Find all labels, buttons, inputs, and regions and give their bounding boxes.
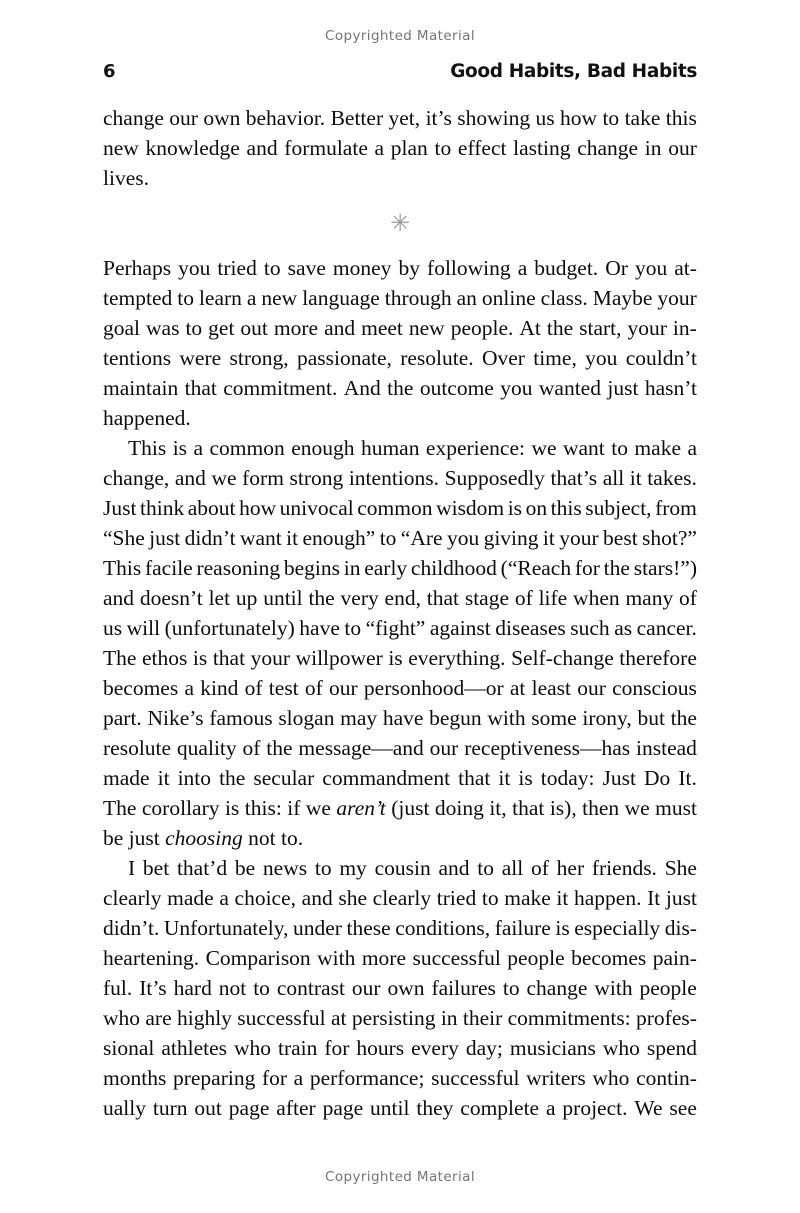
text-line: Perhaps you tried to save money by following a budget. Or you at- xyxy=(103,256,697,280)
page-number: 6 xyxy=(103,61,116,82)
text-line: lives. xyxy=(103,166,149,190)
paragraph-3 xyxy=(103,433,697,853)
text-line: us will (unfortunately) have to “fight” against diseases such as cancer. xyxy=(103,616,697,640)
copyright-watermark-bottom: Copyrighted Material xyxy=(325,1169,475,1185)
copyright-watermark-top: Copyrighted Material xyxy=(325,28,475,44)
text-line: didn’t. Unfortunately, under these conditions, failure is especially dis- xyxy=(103,916,697,940)
text-line: “She just didn’t want it enough” to “Are you giving it your best shot?” xyxy=(103,526,697,550)
book-title: Good Habits, Bad Habits xyxy=(450,61,697,82)
text-line: tempted to learn a new language through an online class. Maybe your xyxy=(103,286,697,310)
text-line: becomes a kind of test of our personhood—or at least our conscious xyxy=(103,676,697,700)
text-line: be just choosing not to. xyxy=(103,826,304,850)
text-line: clearly made a choice, and she clearly tried to make it happen. It just xyxy=(103,886,697,910)
text-line: change our own behavior. Better yet, it’s showing us how to take this xyxy=(103,106,697,130)
text-line: maintain that commitment. And the outcome you wanted just hasn’t xyxy=(103,376,697,400)
text-line: resolute quality of the message—and our receptiveness—has instead xyxy=(103,736,697,760)
text-line: This facile reasoning begins in early childhood (“Reach for the stars!”) xyxy=(103,556,697,580)
text-line: happened. xyxy=(103,406,191,430)
text-line: who are highly successful at persisting in their commitments: profes- xyxy=(103,1006,697,1030)
text-line: part. Nike’s famous slogan may have begun with some irony, but the xyxy=(103,706,697,730)
text-line: change, and we form strong intentions. Supposedly that’s all it takes. xyxy=(103,466,697,490)
paragraph-4 xyxy=(103,853,697,1123)
text-line: ful. It’s hard not to contrast our own failures to change with people xyxy=(103,976,697,1000)
text-line: made it into the secular commandment that it is today: Just Do It. xyxy=(103,766,697,790)
paragraph-1 xyxy=(103,103,697,193)
paragraph-2 xyxy=(103,253,697,433)
text-line: heartening. Comparison with more successful people becomes pain- xyxy=(103,946,697,970)
text-line: This is a common enough human experience: we want to make a xyxy=(128,436,697,460)
text-line: Just think about how univocal common wisdom is on this subject, from xyxy=(103,496,697,520)
text-line: The ethos is that your willpower is everything. Self-change therefore xyxy=(103,646,697,670)
section-ornament: ✳ xyxy=(389,209,411,237)
text-line: sional athletes who train for hours every day; musicians who spend xyxy=(103,1036,697,1060)
text-line: tentions were strong, passionate, resolute. Over time, you couldn’t xyxy=(103,346,697,370)
text-block xyxy=(103,103,697,1123)
text-line: ually turn out page after page until they complete a project. We see xyxy=(103,1096,697,1120)
text-line: The corollary is this: if we aren’t (just doing it, that is), then we must xyxy=(103,796,697,820)
text-line: I bet that’d be news to my cousin and to all of her friends. She xyxy=(128,856,697,880)
text-line: and doesn’t let up until the very end, that stage of life when many of xyxy=(103,586,697,610)
text-line: goal was to get out more and meet new people. At the start, your in- xyxy=(103,316,697,340)
text-line: new knowledge and formulate a plan to effect lasting change in our xyxy=(103,136,697,160)
text-line: months preparing for a performance; successful writers who contin- xyxy=(103,1066,697,1090)
running-head xyxy=(103,61,697,87)
